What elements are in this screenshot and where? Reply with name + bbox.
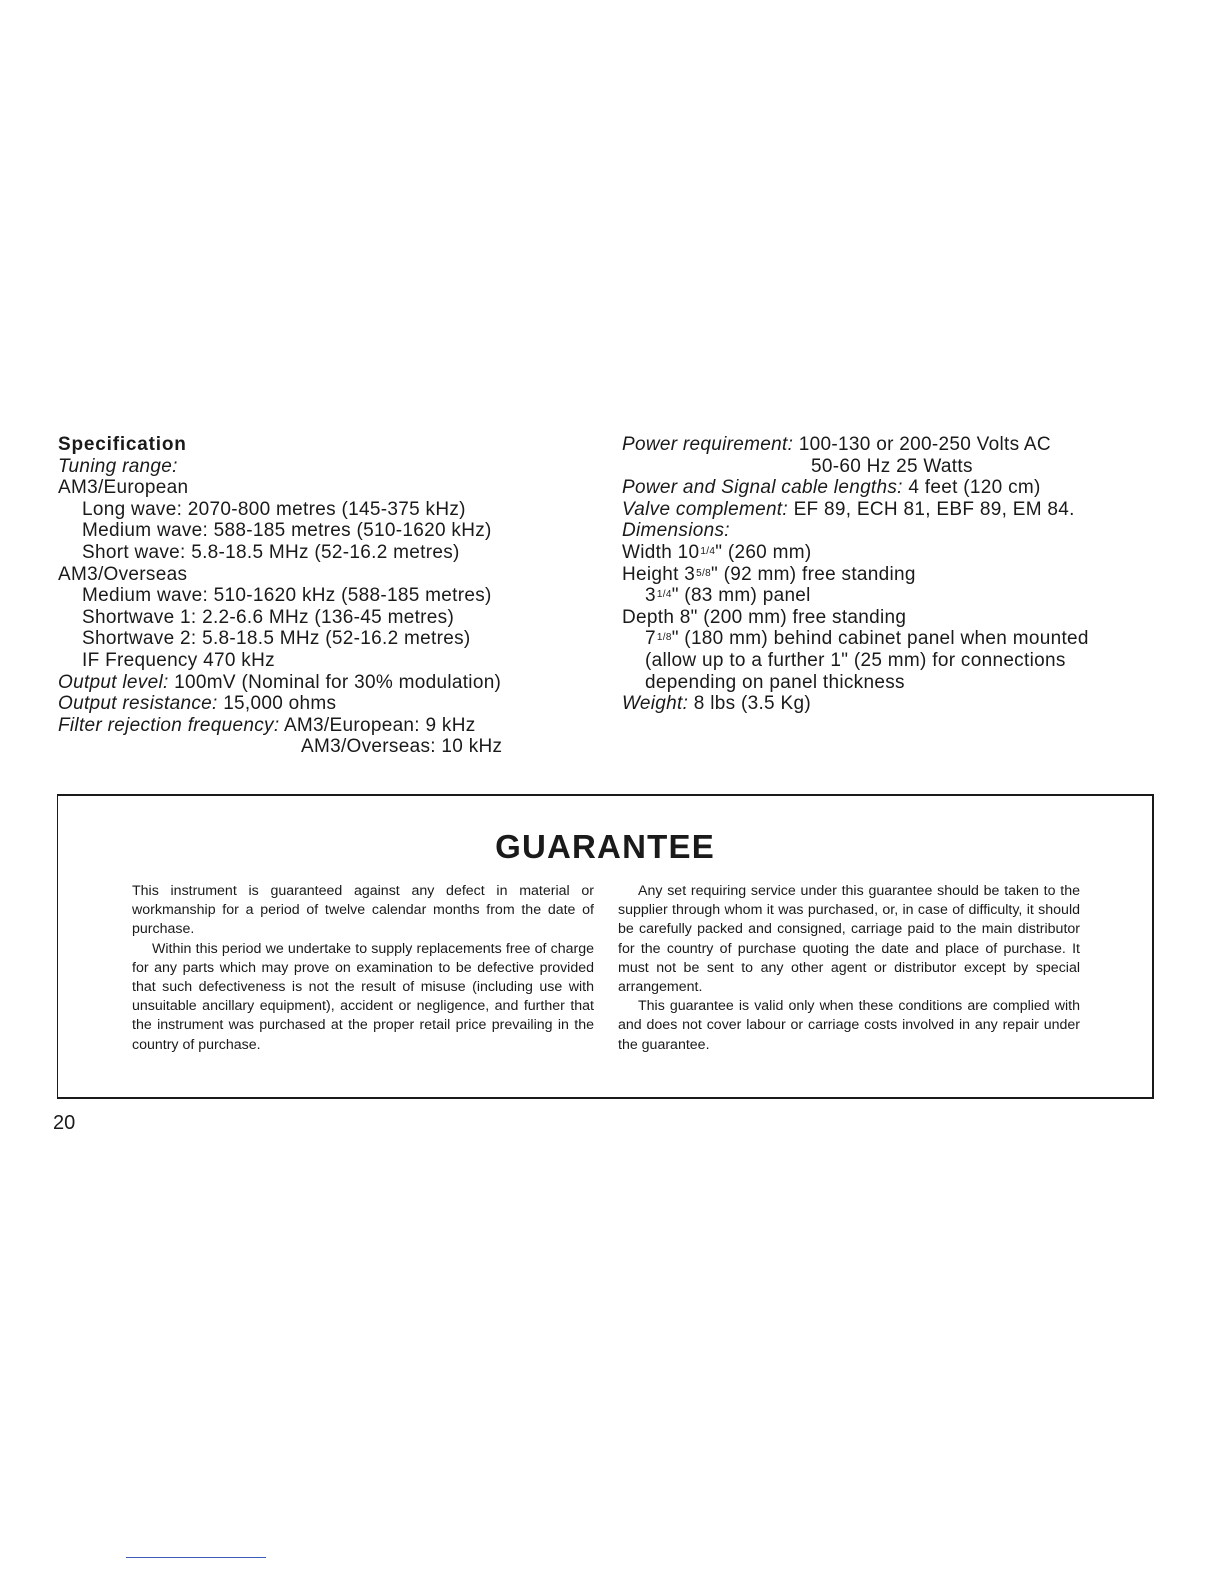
filter-rejection-label: Filter rejection frequency: xyxy=(58,714,280,736)
guarantee-left-paragraph-1: This instrument is guaranteed against any defect in material or workmanship for a period of twelve calendar months from the date of purchase. xyxy=(132,883,594,938)
specification-heading: Specification xyxy=(58,434,187,455)
depth-mounted-main: 7 xyxy=(645,628,656,650)
depth-mounted-fraction: 1/8 xyxy=(656,632,672,644)
height-fraction: 5/8 xyxy=(696,567,711,579)
width-main: Width 10 xyxy=(622,541,700,563)
weight-label: Weight: xyxy=(622,693,689,715)
cable-lengths-label: Power and Signal cable lengths: xyxy=(622,477,903,499)
filter-rejection-european: AM3/European: 9 kHz xyxy=(283,714,476,736)
dimension-depth-note: (allow up to a further 1" (25 mm) for connections xyxy=(645,649,1066,671)
output-level-label: Output level: xyxy=(58,671,169,693)
depth-mounted-rest: " (180 mm) behind cabinet panel when mounted xyxy=(671,628,1089,650)
filter-rejection-row xyxy=(58,715,598,737)
width-rest: " (260 mm) xyxy=(715,541,812,563)
dimensions-label: Dimensions: xyxy=(622,520,730,542)
height-main: Height 3 xyxy=(622,563,696,585)
output-resistance-row xyxy=(58,693,598,715)
dimension-depth-mounted xyxy=(622,628,1182,650)
overseas-medium-wave: Medium wave: 510-1620 kHz (588-185 metres) xyxy=(82,585,492,607)
width-fraction: 1/4 xyxy=(700,545,716,557)
output-level-row xyxy=(58,672,598,694)
guarantee-right-column xyxy=(618,882,1080,1055)
european-medium-wave: Medium wave: 588-185 metres (510-1620 kHz) xyxy=(82,520,492,542)
am3-overseas-title: AM3/Overseas xyxy=(58,563,188,585)
bottom-divider xyxy=(126,1557,266,1558)
valve-complement-value: EF 89, ECH 81, EBF 89, EM 84. xyxy=(793,498,1075,520)
height-rest: " (92 mm) free standing xyxy=(710,563,916,585)
dimension-depth: Depth 8" (200 mm) free standing xyxy=(622,606,907,628)
valve-complement-row xyxy=(622,499,1182,521)
overseas-shortwave-1: Shortwave 1: 2.2-6.6 MHz (136-45 metres) xyxy=(82,606,455,628)
height-panel-fraction: 1/4 xyxy=(656,589,672,601)
guarantee-left-paragraph-2: Within this period we undertake to supply replacements free of charge for any parts which may prove on examination to be defective provided that such defectiveness is not the result of misuse (including use with unsuitable ancillary equipment), accident or negligence, and further that the instrument was purchased at the proper retail price prevailing in the country of purchase. xyxy=(132,940,594,1053)
power-requirement-row xyxy=(622,434,1182,456)
filter-rejection-overseas: AM3/Overseas: 10 kHz xyxy=(301,736,503,758)
output-resistance-value: 15,000 ohms xyxy=(223,693,337,715)
tuning-range-label: Tuning range: xyxy=(58,455,178,477)
cable-lengths-row xyxy=(622,477,1182,499)
dimension-depth-note-2: depending on panel thickness xyxy=(645,671,905,693)
if-frequency: IF Frequency 470 kHz xyxy=(82,649,275,671)
guarantee-right-paragraph-2: This guarantee is valid only when these conditions are complied with and does not cover labour or carriage costs involved in any repair under the guarantee. xyxy=(618,998,1080,1053)
cable-lengths-value: 4 feet (120 cm) xyxy=(908,477,1041,499)
height-panel-rest: " (83 mm) panel xyxy=(671,585,811,607)
guarantee-box xyxy=(57,794,1154,1099)
dimension-height xyxy=(622,564,1182,586)
guarantee-right-paragraph-1: Any set requiring service under this guarantee should be taken to the supplier through whom it was purchased, or, in case of difficulty, it should be carefully packed and consigned, carriage paid to the main distributor for the country of purchase quoting the date and place of purchase. It must not be sent to any other agent or distributor except by special arrangement. xyxy=(618,883,1080,996)
height-panel-main: 3 xyxy=(645,585,656,607)
power-requirement-value: 100-130 or 200-250 Volts AC xyxy=(798,434,1051,455)
european-long-wave: Long wave: 2070-800 metres (145-375 kHz) xyxy=(82,498,466,520)
weight-value: 8 lbs (3.5 Kg) xyxy=(693,693,811,715)
dimension-height-panel xyxy=(622,585,1182,607)
european-short-wave: Short wave: 5.8-18.5 MHz (52-16.2 metres) xyxy=(82,541,460,563)
power-requirement-value-2: 50-60 Hz 25 Watts xyxy=(811,455,973,477)
am3-european-title: AM3/European xyxy=(58,477,189,499)
page-number: 20 xyxy=(53,1112,76,1134)
specification-left-column xyxy=(58,434,598,758)
overseas-shortwave-2: Shortwave 2: 5.8-18.5 MHz (52-16.2 metres) xyxy=(82,628,471,650)
weight-row xyxy=(622,693,1182,715)
guarantee-left-column xyxy=(132,882,594,1055)
power-requirement-label: Power requirement: xyxy=(622,434,794,455)
output-resistance-label: Output resistance: xyxy=(58,693,218,715)
specification-right-column xyxy=(622,434,1182,715)
valve-complement-label: Valve complement: xyxy=(622,498,788,520)
guarantee-title: GUARANTEE xyxy=(495,828,715,865)
output-level-value: 100mV (Nominal for 30% modulation) xyxy=(174,671,502,693)
dimension-width xyxy=(622,542,1182,564)
